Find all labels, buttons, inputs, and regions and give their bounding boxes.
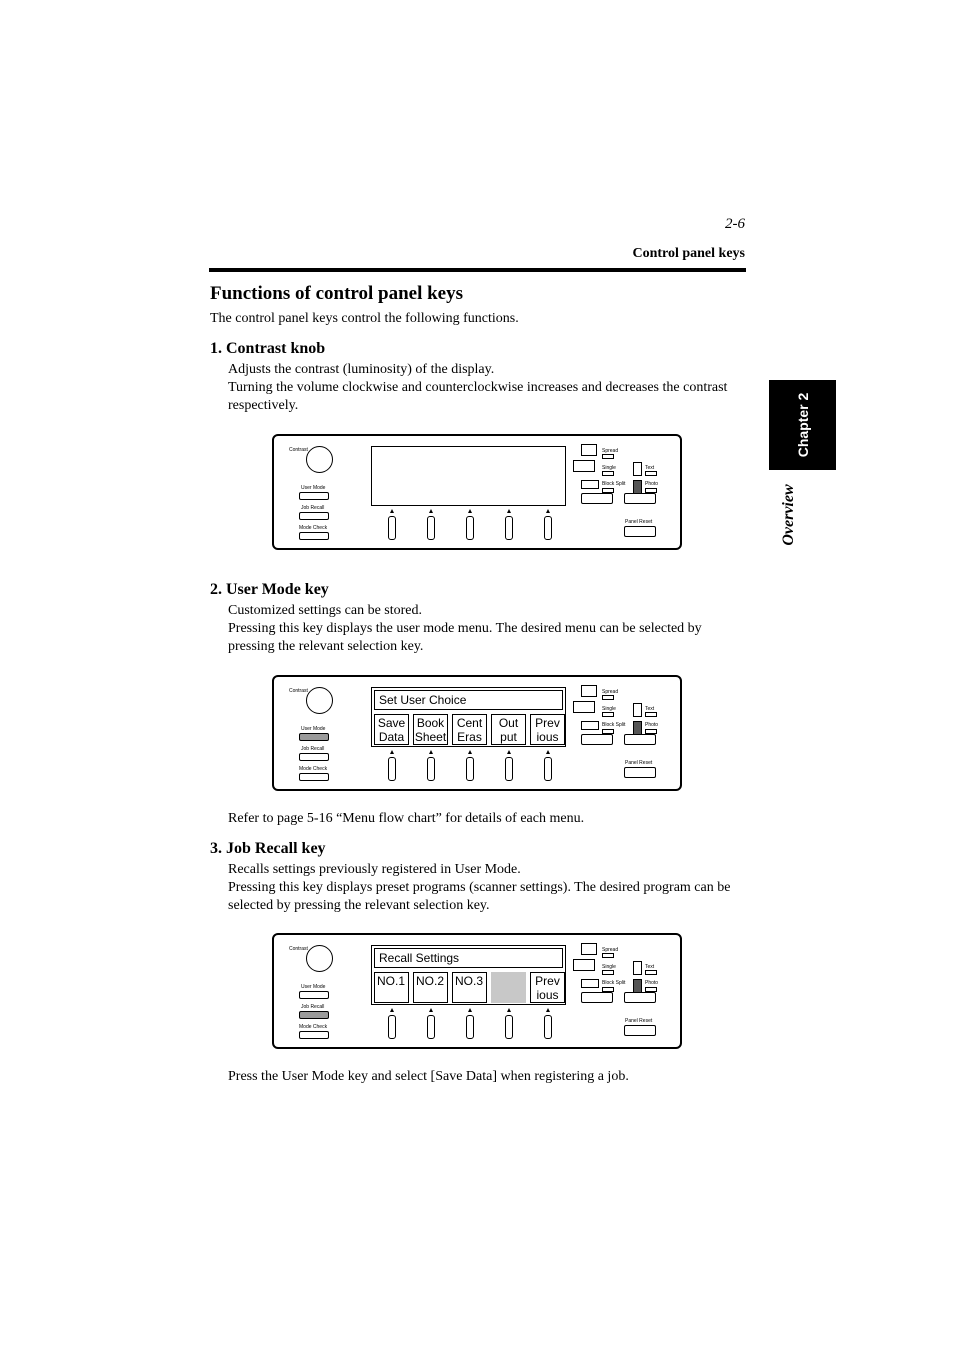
section-label: Overview xyxy=(780,484,797,546)
menu-cell-line: Eras xyxy=(457,730,482,744)
control-panel-figure xyxy=(272,434,682,550)
spread-indicator xyxy=(602,953,614,958)
display-menu-cell xyxy=(452,972,487,1003)
single-indicator xyxy=(602,471,614,476)
block-split-icon xyxy=(581,721,599,730)
selection-key[interactable] xyxy=(388,1015,396,1039)
job-recall-button[interactable] xyxy=(299,1011,329,1019)
selection-key[interactable] xyxy=(505,516,513,540)
up-arrow-icon xyxy=(429,1008,433,1012)
contrast-label: Contrast xyxy=(289,688,308,694)
section-text: Turning the volume clockwise and counterclockwise increases and decreases the contrast respectively. xyxy=(228,380,728,413)
up-arrow-icon xyxy=(507,509,511,513)
panel-reset-button[interactable] xyxy=(624,767,656,778)
up-arrow-icon xyxy=(468,509,472,513)
display-menu-cell xyxy=(413,714,448,745)
text-indicator xyxy=(645,970,657,975)
panel-reset-button[interactable] xyxy=(624,1025,656,1036)
single-indicator xyxy=(602,970,614,975)
selection-key[interactable] xyxy=(427,757,435,781)
photo-label: Photo xyxy=(645,481,659,487)
selection-key[interactable] xyxy=(544,757,552,781)
selection-key[interactable] xyxy=(505,1015,513,1039)
up-arrow-icon xyxy=(546,1008,550,1012)
single-page-icon xyxy=(573,460,595,472)
block-split-icon xyxy=(581,979,599,988)
panel-reset-label: Panel Reset xyxy=(625,519,653,525)
user-mode-label: User Mode xyxy=(301,726,326,732)
menu-cell-line: put xyxy=(500,730,517,744)
control-panel-figure xyxy=(272,933,682,1049)
mode-check-button[interactable] xyxy=(299,1031,329,1039)
intro-text: The control panel keys control the following functions. xyxy=(210,311,519,326)
single-label: Single xyxy=(602,964,616,970)
chapter-label: Chapter 2 xyxy=(794,392,811,458)
selection-key[interactable] xyxy=(427,516,435,540)
layout-select-button[interactable] xyxy=(581,734,613,745)
spread-indicator xyxy=(602,695,614,700)
panel-reset-label: Panel Reset xyxy=(625,1018,653,1024)
menu-cell-line: Data xyxy=(378,730,405,744)
up-arrow-icon xyxy=(429,509,433,513)
menu-cell-line: NO.1 xyxy=(377,974,406,988)
selection-key[interactable] xyxy=(466,516,474,540)
mode-check-label: Mode Check xyxy=(299,1024,328,1030)
spread-label: Spread xyxy=(602,689,619,695)
text-doc-icon xyxy=(633,462,642,476)
section-heading: 1. Contrast knob xyxy=(210,340,326,357)
selection-key[interactable] xyxy=(427,1015,435,1039)
job-recall-label: Job Recall xyxy=(301,505,325,511)
single-page-icon xyxy=(573,959,595,971)
panel-reset-button[interactable] xyxy=(624,526,656,537)
display-menu-cell xyxy=(491,972,526,1003)
lcd-display xyxy=(371,446,566,506)
menu-cell-line: ious xyxy=(536,730,559,744)
text-doc-icon xyxy=(633,961,642,975)
section-text: Refer to page 5-16 “Menu flow chart” for details of each menu. xyxy=(228,811,585,826)
contrast-knob[interactable] xyxy=(306,446,333,473)
mode-check-label: Mode Check xyxy=(299,766,328,772)
user-mode-label: User Mode xyxy=(301,485,326,491)
up-arrow-icon xyxy=(546,509,550,513)
selection-key[interactable] xyxy=(466,1015,474,1039)
section-text: Pressing this key displays the user mode menu. The desired menu can be selected by pressing the relevant selection key. xyxy=(228,621,702,654)
selection-key[interactable] xyxy=(466,757,474,781)
selection-key[interactable] xyxy=(388,516,396,540)
up-arrow-icon xyxy=(390,1008,394,1012)
display-menu-cell xyxy=(491,714,526,745)
photo-doc-icon xyxy=(633,480,642,494)
section-text: Customized settings can be stored. xyxy=(228,603,423,618)
contrast-label: Contrast xyxy=(289,447,308,453)
running-head: Control panel keys xyxy=(632,246,745,261)
up-arrow-icon xyxy=(507,1008,511,1012)
text-indicator xyxy=(645,712,657,717)
spread-book-icon xyxy=(581,444,597,456)
layout-select-button[interactable] xyxy=(581,493,613,504)
image-mode-button[interactable] xyxy=(624,493,656,504)
block-split-label: Block Split xyxy=(602,980,626,986)
photo-label: Photo xyxy=(645,980,659,986)
layout-select-button[interactable] xyxy=(581,992,613,1003)
up-arrow-icon xyxy=(546,750,550,754)
menu-cell-line: Book xyxy=(416,716,445,730)
section-heading: 2. User Mode key xyxy=(210,581,329,598)
header-rule xyxy=(209,268,746,272)
user-mode-button[interactable] xyxy=(299,733,329,741)
selection-key[interactable] xyxy=(544,516,552,540)
display-menu-cell xyxy=(374,714,409,745)
contrast-knob[interactable] xyxy=(306,687,333,714)
page-title: Functions of control panel keys xyxy=(210,283,464,304)
image-mode-button[interactable] xyxy=(624,992,656,1003)
display-menu-row xyxy=(374,972,563,1003)
up-arrow-icon xyxy=(390,750,394,754)
spread-book-icon xyxy=(581,943,597,955)
lcd-display xyxy=(371,945,566,1005)
single-label: Single xyxy=(602,706,616,712)
section-heading: 3. Job Recall key xyxy=(210,840,326,857)
photo-doc-icon xyxy=(633,721,642,735)
menu-cell-line: Prev xyxy=(535,716,560,730)
lcd-display xyxy=(371,687,566,747)
menu-cell-line: Sheet xyxy=(414,730,447,744)
menu-cell-line: ious xyxy=(536,988,559,1002)
text-label: Text xyxy=(645,964,655,970)
up-arrow-icon xyxy=(429,750,433,754)
user-mode-label: User Mode xyxy=(301,984,326,990)
menu-cell-line: NO.3 xyxy=(455,974,484,988)
menu-cell-line: Prev xyxy=(535,974,560,988)
menu-cell-line: Save xyxy=(377,716,406,730)
display-menu-cell xyxy=(413,972,448,1003)
selection-key[interactable] xyxy=(388,757,396,781)
mode-check-button[interactable] xyxy=(299,532,329,540)
section-text: Recalls settings previously registered in User Mode. xyxy=(228,862,521,877)
text-label: Text xyxy=(645,465,655,471)
user-mode-button[interactable] xyxy=(299,492,329,500)
user-mode-button[interactable] xyxy=(299,991,329,999)
section-tab xyxy=(769,475,809,555)
mode-check-label: Mode Check xyxy=(299,525,328,531)
section-text: Pressing this key displays preset programs (scanner settings). The desired program can be selected by pressing the relevant selection key. xyxy=(228,880,731,913)
up-arrow-icon xyxy=(468,1008,472,1012)
display-menu-cell xyxy=(530,972,565,1003)
job-recall-label: Job Recall xyxy=(301,1004,325,1010)
text-indicator xyxy=(645,471,657,476)
section-text: Press the User Mode key and select [Save Data] when registering a job. xyxy=(228,1069,629,1084)
section-text: Adjusts the contrast (luminosity) of the display. xyxy=(228,362,495,377)
photo-label: Photo xyxy=(645,722,659,728)
display-menu-cell xyxy=(374,972,409,1003)
contrast-label: Contrast xyxy=(289,946,308,952)
image-mode-button[interactable] xyxy=(624,734,656,745)
spread-label: Spread xyxy=(602,947,619,953)
job-recall-button[interactable] xyxy=(299,512,329,520)
spread-indicator xyxy=(602,454,614,459)
menu-cell-line: Out xyxy=(498,716,519,730)
block-split-label: Block Split xyxy=(602,481,626,487)
block-split-icon xyxy=(581,480,599,489)
selection-key[interactable] xyxy=(505,757,513,781)
display-title: Recall Settings xyxy=(374,948,563,968)
up-arrow-icon xyxy=(468,750,472,754)
selection-key[interactable] xyxy=(544,1015,552,1039)
single-label: Single xyxy=(602,465,616,471)
single-indicator xyxy=(602,712,614,717)
text-label: Text xyxy=(645,706,655,712)
mode-check-button[interactable] xyxy=(299,773,329,781)
single-page-icon xyxy=(573,701,595,713)
panel-reset-label: Panel Reset xyxy=(625,760,653,766)
display-menu-row xyxy=(374,714,563,745)
up-arrow-icon xyxy=(390,509,394,513)
menu-cell-line: NO.2 xyxy=(416,974,445,988)
contrast-knob[interactable] xyxy=(306,945,333,972)
job-recall-label: Job Recall xyxy=(301,746,325,752)
control-panel-figure xyxy=(272,675,682,791)
photo-doc-icon xyxy=(633,979,642,993)
display-menu-cell xyxy=(452,714,487,745)
text-doc-icon xyxy=(633,703,642,717)
block-split-label: Block Split xyxy=(602,722,626,728)
spread-book-icon xyxy=(581,685,597,697)
job-recall-button[interactable] xyxy=(299,753,329,761)
page-number: 2-6 xyxy=(725,216,745,232)
up-arrow-icon xyxy=(507,750,511,754)
display-menu-cell xyxy=(530,714,565,745)
chapter-tab xyxy=(769,380,836,470)
display-title: Set User Choice xyxy=(374,690,563,710)
menu-cell-line: Cent xyxy=(456,716,483,730)
spread-label: Spread xyxy=(602,448,619,454)
